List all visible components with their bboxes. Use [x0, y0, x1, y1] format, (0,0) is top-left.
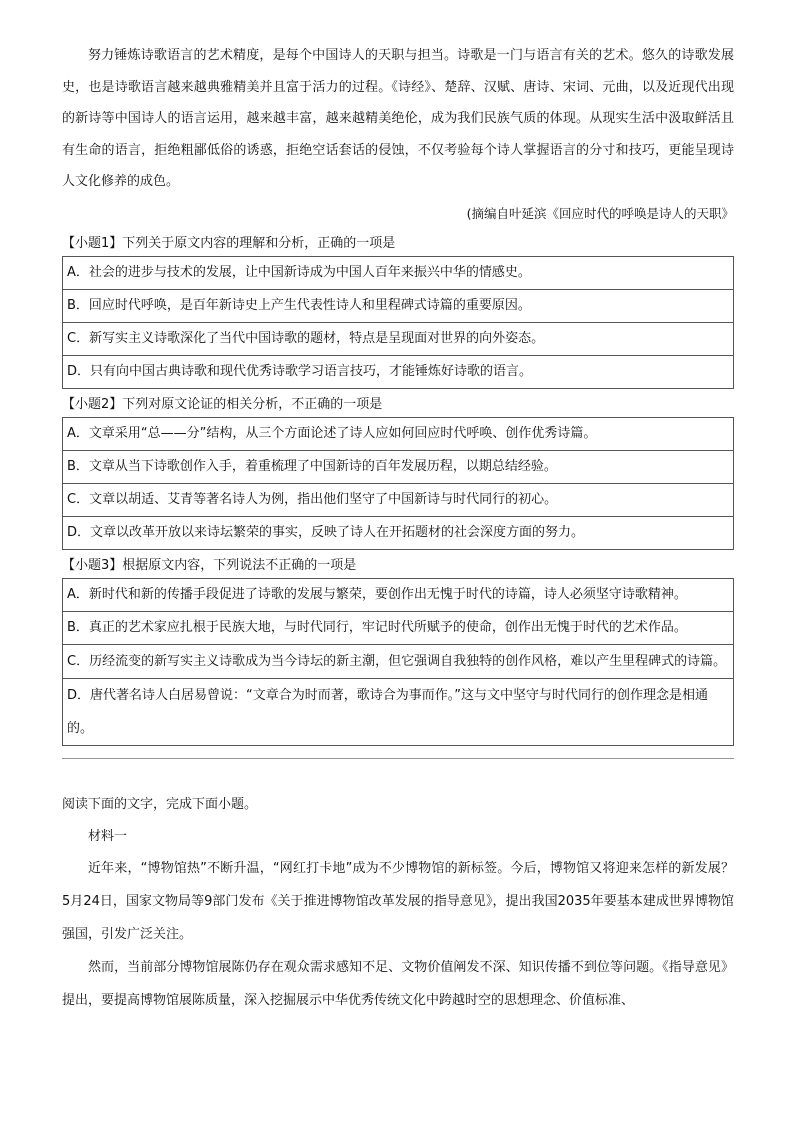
section-divider: [62, 758, 734, 759]
question-2-options: [62, 417, 734, 550]
question-3-option-d[interactable]: D．唐代著名诗人白居易曾说：“文章合为时而著，歌诗合为事而作。”这与文中坚守与时代同行的创作理念是相通的。: [63, 678, 733, 745]
question-3-title: 【小题3】根据原文内容，下列说法不正确的一项是: [62, 557, 357, 573]
question-2-option-c[interactable]: C．文章以胡适、艾青等著名诗人为例，指出他们坚守了中国新诗与时代同行的初心。: [63, 483, 733, 516]
question-1-option-b[interactable]: B．回应时代呼唤，是百年新诗史上产生代表性诗人和里程碑式诗篇的重要原因。: [63, 289, 733, 322]
question-3-options: [62, 578, 734, 746]
material-label: 材料一: [88, 828, 128, 844]
question-2-title: 【小题2】下列对原文论证的相关分析，不正确的一项是: [62, 396, 383, 412]
question-1-options: [62, 256, 734, 389]
question-3-option-c[interactable]: C．历经流变的新写实主义诗歌成为当今诗坛的新主潮，但它强调自我独特的创作风格，难以产生里程碑式的诗篇。: [63, 644, 733, 678]
question-2-option-d[interactable]: D．文章以改革开放以来诗坛繁荣的事实，反映了诗人在开拓题材的社会深度方面的努力。: [63, 516, 733, 549]
question-1-option-c[interactable]: C．新写实主义诗歌深化了当代中国诗歌的题材，特点是呈现面对世界的向外姿态。: [63, 322, 733, 355]
question-1-option-a[interactable]: A．社会的进步与技术的发展，让中国新诗成为中国人百年来振兴中华的情感史。: [67, 264, 531, 280]
reading-intro: 阅读下面的文字，完成下面小题。: [62, 796, 258, 812]
material-paragraph-1: 近年来，“博物馆热”不断升温，“网红打卡地”成为不少博物馆的新标签。今后，博物馆又将迎来怎样的新发展？5月24日，国家文物局等9部门发布《关于推进博物馆改革发展的指导意见》，提出我国2035年要基本建成世界博物馆强国，引发广泛关注。: [62, 860, 734, 942]
question-3-option-b[interactable]: B．真正的艺术家应扎根于民族大地，与时代同行，牢记时代所赋予的使命，创作出无愧于时代的艺术作品。: [63, 611, 733, 644]
question-2-option-a[interactable]: A．文章采用“总——分”结构，从三个方面论述了诗人应如何回应时代呼唤、创作优秀诗篇。: [67, 425, 597, 441]
question-3-option-a[interactable]: A．新时代和新的传播手段促进了诗歌的发展与繁荣，要创作出无愧于时代的诗篇，诗人必须坚守诗歌精神。: [67, 586, 687, 602]
passage-paragraph: 努力锤炼诗歌语言的艺术精度，是每个中国诗人的天职与担当。诗歌是一门与语言有关的艺术。悠久的诗歌发展史，也是诗歌语言越来越典雅精美并且富于活力的过程。《诗经》、楚辞、汉赋、唐诗、宋词、元曲，以及近现代出现的新诗等中国诗人的语言运用，越来越丰富，越来越精美绝伦，成为我们民族气质的体现。从现实生活中汲取鲜活且有生命的语言，拒绝粗鄙低俗的诱惑，拒绝空话套话的侵蚀，不仅考验每个诗人掌握语言的分寸和技巧，更能呈现诗人文化修养的成色。: [62, 48, 734, 189]
material-paragraph-2: 然而，当前部分博物馆展陈仍存在观众需求感知不足、文物价值阐发不深、知识传播不到位等问题。《指导意见》提出，要提高博物馆展陈质量，深入挖掘展示中华优秀传统文化中跨越时空的思想理念、价值标准、: [62, 959, 734, 1008]
document-page: [62, 40, 734, 1017]
passage-source: (摘编自叶延滨《回应时代的呼唤是诗人的天职》: [466, 205, 734, 221]
question-1-option-d[interactable]: D．只有向中国古典诗歌和现代优秀诗歌学习语言技巧，才能锤炼好诗歌的语言。: [63, 355, 733, 388]
question-1-title: 【小题1】下列关于原文内容的理解和分析，正确的一项是: [62, 235, 396, 251]
question-2-option-b[interactable]: B．文章从当下诗歌创作入手，着重梳理了中国新诗的百年发展历程，以期总结经验。: [63, 450, 733, 483]
